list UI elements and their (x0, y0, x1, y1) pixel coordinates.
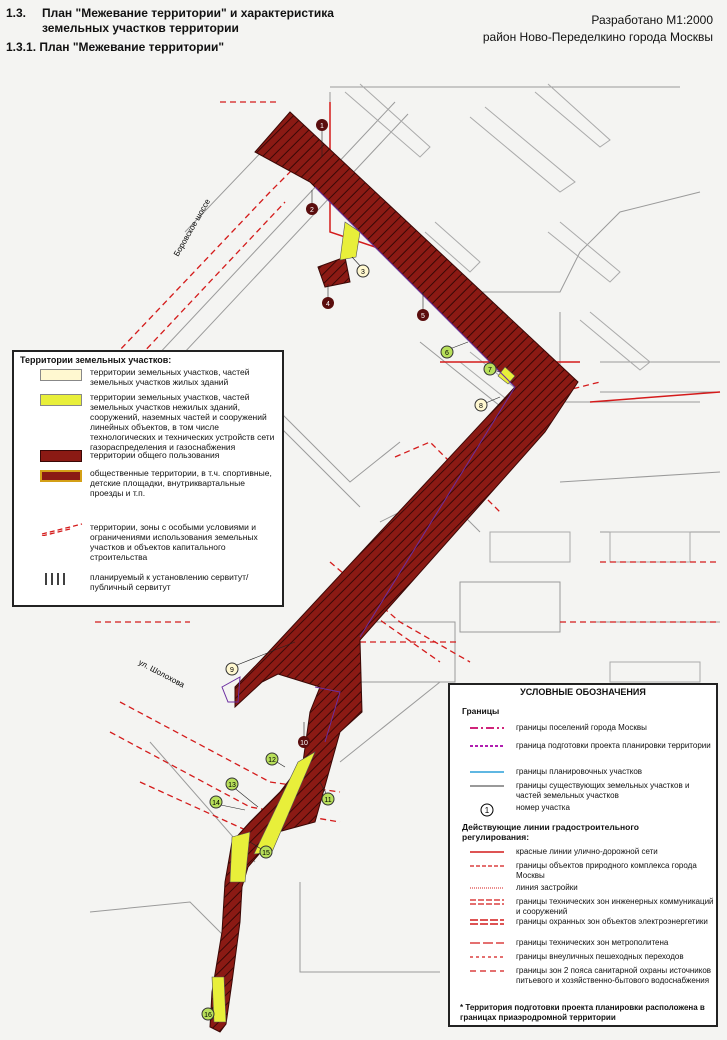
plot-marker[interactable] (484, 363, 496, 375)
plot-number-symbol (468, 803, 506, 817)
plot-marker[interactable] (298, 736, 310, 748)
legend-text: публичный сервитут (90, 582, 171, 592)
page-title (42, 6, 334, 36)
swatch-special-zones (40, 522, 84, 536)
legend-text: границы технических зон метрополитена (516, 938, 669, 947)
legend-text: линия застройки (516, 883, 578, 892)
page-header (0, 0, 727, 62)
legend-text: общественные территории, в т.ч. спортивные, (90, 468, 272, 478)
symbol-metro-zones (468, 938, 506, 948)
symbol-building-line (468, 883, 506, 893)
legend-text: проезды и т.п. (90, 488, 146, 498)
swatch-public-use (40, 450, 82, 462)
street-label-borovskoe: Боровское шоссе (171, 197, 213, 258)
legend-text: границы зон 2 пояса санитарной охраны источников питьевого и хозяйственно-бытового водоснабжения (516, 966, 712, 985)
symbol-nature-complex (468, 861, 506, 871)
symbol-project-boundary (468, 741, 506, 751)
swatch-residential (40, 369, 82, 381)
swatch-servitude (40, 572, 84, 586)
plot-marker[interactable] (357, 265, 369, 277)
plot-marker[interactable] (322, 297, 334, 309)
symbol-moscow-settlement-boundary (468, 723, 506, 733)
legend-text: территории земельных участков, частей (90, 367, 250, 377)
plot-label: 14 (212, 800, 220, 807)
plot-label: 3 (361, 269, 365, 276)
plot-marker[interactable] (260, 846, 272, 858)
plot-label: 15 (262, 850, 270, 857)
plot-label: 2 (310, 207, 314, 214)
legend-text: линейных объектов, в том числе (90, 422, 219, 432)
legend-text: детские площадки, внутриквартальные (90, 478, 245, 488)
plot-label: 1 (320, 123, 324, 130)
legend-text: участков и объектов капитального (90, 542, 226, 552)
plot-label: 7 (488, 367, 492, 374)
plot-label: 4 (326, 301, 330, 308)
symbol-power-zones (468, 917, 506, 927)
legend-text: номер участка (516, 803, 570, 812)
swatch-nonresidential (40, 394, 82, 406)
plot-marker[interactable] (306, 203, 318, 215)
district-text: район Ново-Переделкино города Москвы (482, 30, 713, 44)
plot-marker[interactable] (322, 793, 334, 805)
legend-text: строительства (90, 552, 148, 562)
svg-text:1: 1 (484, 806, 490, 815)
title-line-1: План "Межевание территории" и характеристика (42, 6, 334, 20)
symbol-pedestrian-crossings (468, 952, 506, 962)
swatch-public-spaces (40, 470, 82, 482)
legend-land-territories (12, 350, 284, 607)
plot-label: 11 (324, 797, 332, 804)
scale-text: Разработано М1:2000 (591, 13, 713, 27)
plot-label: 5 (421, 313, 425, 320)
symbol-existing-plot-boundary (468, 781, 506, 791)
symbol-sanitary-zone (468, 966, 506, 976)
legend-text: границы существующих земельных участков и частей земельных участков (516, 781, 690, 800)
section-number: 1.3. (6, 6, 27, 20)
legend-text: территории земельных участков, частей (90, 392, 250, 402)
legend-left-title: Территории земельных участков: (20, 355, 172, 365)
plot-marker[interactable] (266, 753, 278, 765)
legend-text: границы технических зон инженерных коммуникаций и сооружений (516, 897, 714, 916)
symbol-engineering-zones (468, 897, 506, 907)
legend-text: ограничениями использования земельных (90, 532, 258, 542)
symbol-planning-plot-boundary (468, 767, 506, 777)
legend-footnote: * Территория подготовки проекта планировки расположена в границах приаэродромной территории (460, 1003, 705, 1022)
plot-label: 13 (228, 782, 236, 789)
legend-text: границы внеуличных пешеходных переходов (516, 952, 684, 961)
legend-text: граница подготовки проекта планировки территории (516, 741, 711, 750)
legend-text: границы поселений города Москвы (516, 723, 647, 732)
legend-right-title: УСЛОВНЫЕ ОБОЗНАЧЕНИЯ (520, 687, 646, 697)
plot-label: 9 (230, 667, 234, 674)
page-subtitle: 1.3.1. План "Межевание территории" (6, 40, 225, 54)
plot-marker[interactable] (210, 796, 222, 808)
plot-marker[interactable] (441, 346, 453, 358)
plot-marker[interactable] (226, 663, 238, 675)
legend-text: границы объектов природного комплекса города Москвы (516, 861, 697, 880)
legend-text: земельных участков нежилых зданий, (90, 402, 240, 412)
plot-marker[interactable] (316, 119, 328, 131)
legend-text: красные линии улично-дорожной сети (516, 847, 658, 856)
plot-marker[interactable] (475, 399, 487, 411)
legend-text: сооружений, наземных частей и сооружений (90, 412, 267, 422)
plot-label: 16 (204, 1012, 212, 1019)
legend-boundaries-head: Границы (462, 706, 500, 716)
title-line-2: земельных участков территории (42, 21, 239, 35)
legend-text: территории общего пользования (90, 450, 220, 460)
legend-text: границы охранных зон объектов электроэнергетики (516, 917, 708, 926)
plot-label: 10 (300, 740, 308, 747)
legend-text: технологических и технических устройств сети газораспределения и газоснабжения (90, 432, 275, 452)
legend-text: территории, зоны с особыми условиями и (90, 522, 256, 532)
legend-text: границы планировочных участков (516, 767, 643, 776)
legend-conventions (448, 683, 718, 1027)
legend-text: планируемый к установлению сервитут/ (90, 572, 249, 582)
plot-marker[interactable] (226, 778, 238, 790)
scale-info (483, 12, 713, 46)
plot-label: 6 (445, 350, 449, 357)
plot-label: 12 (268, 757, 276, 764)
legend-text: земельных участков жилых зданий (90, 377, 229, 387)
street-label-sholokhova: ул. Шолохова (137, 657, 186, 690)
plot-marker[interactable] (202, 1008, 214, 1020)
plot-label: 8 (479, 403, 483, 410)
legend-lines-head: Действующие линии градостроительного регулирования: (462, 822, 639, 842)
plot-marker[interactable] (417, 309, 429, 321)
symbol-red-lines (468, 847, 506, 857)
